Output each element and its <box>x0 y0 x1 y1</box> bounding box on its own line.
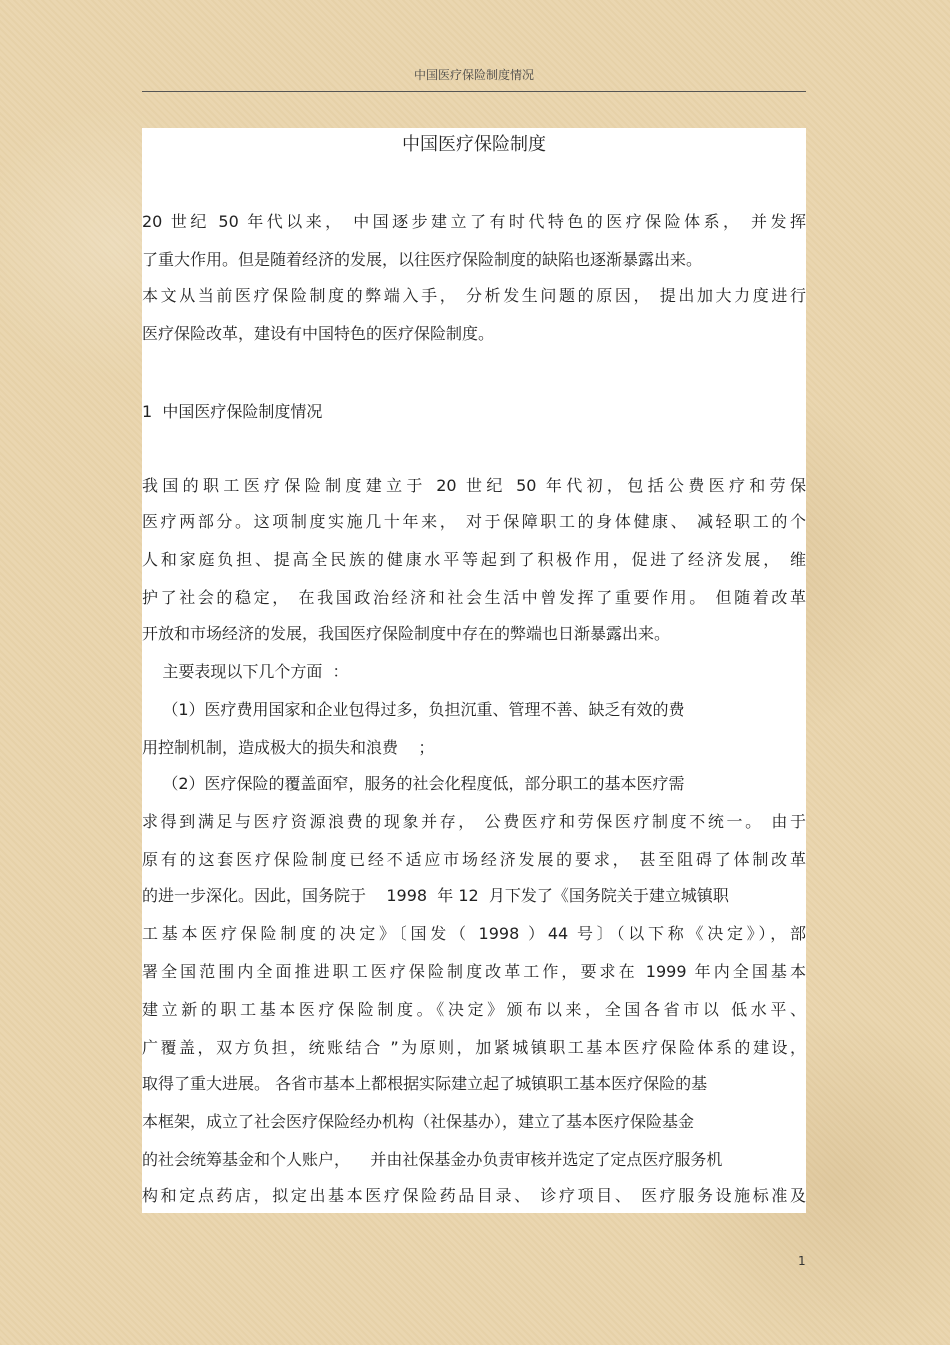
document-title: 中国医疗保险制度 <box>402 134 546 155</box>
page-number: 1 <box>798 1254 806 1268</box>
list-item-line: （2）医疗保险的覆盖面窄，服务的社会化程度低，部分职工的基本医疗需 <box>142 774 685 793</box>
paragraph-line: 的进一步深化。因此，国务院于 1998 年 12 月下发了《国务院关于建立城镇职 <box>142 886 729 905</box>
page-content <box>142 128 806 1213</box>
paragraph-line: 了重大作用。但是随着经济的发展，以往医疗保险制度的缺陷也逐渐暴露出来。 <box>142 250 703 269</box>
paragraph-line: 建立新的职工基本医疗保险制度。《决定》颁布以来，全国各省市以 低水平、 <box>142 1000 806 1019</box>
paragraph-line: 原有的这套医疗保险制度已经不适应市场经济发展的要求， 甚至阻碍了体制改革 <box>142 850 806 869</box>
paragraph-line: 20 世纪 50 年代以来， 中国逐步建立了有时代特色的医疗保险体系， 并发挥 <box>142 212 806 231</box>
paragraph-line: 本文从当前医疗保险制度的弊端入手， 分析发生问题的原因， 提出加大力度进行 <box>142 286 806 305</box>
paragraph-line: 主要表现以下几个方面 ： <box>142 662 349 681</box>
running-header: 中国医疗保险制度情况 <box>413 68 534 82</box>
paragraph-line: 我国的职工医疗保险制度建立于 20 世纪 50 年代初，包括公费医疗和劳保 <box>142 476 806 495</box>
list-item-line: 用控制机制，造成极大的损失和浪费 ； <box>142 738 435 757</box>
paragraph-line: 署全国范围内全面推进职工医疗保险制度改革工作，要求在 1999 年内全国基本 <box>142 962 806 981</box>
paragraph-line: 的社会统筹基金和个人账户， 并由社保基金办负责审核并选定了定点医疗服务机 <box>142 1150 723 1169</box>
paragraph-line: 取得了重大进展。 各省市基本上都根据实际建立起了城镇职工基本医疗保险的基 <box>142 1074 708 1093</box>
paragraph-line: 医疗两部分。这项制度实施几十年来， 对于保障职工的身体健康、 减轻职工的个 <box>142 512 806 531</box>
paragraph-line: 广覆盖，双方负担，统账结合 ”为原则，加紧城镇职工基本医疗保险体系的建设， <box>142 1038 806 1057</box>
header-divider <box>142 91 806 92</box>
paragraph-line: 开放和市场经济的发展，我国医疗保险制度中存在的弊端也日渐暴露出来。 <box>142 624 671 643</box>
paragraph-line: 构和定点药店，拟定出基本医疗保险药品目录、 诊疗项目、 医疗服务设施标准及 <box>142 1186 806 1205</box>
paragraph-line: 本框架，成立了社会医疗保险经办机构（社保基办），建立了基本医疗保险基金 <box>142 1112 695 1131</box>
paragraph-line: 人和家庭负担、提高全民族的健康水平等起到了积极作用，促进了经济发展， 维 <box>142 550 806 569</box>
paragraph-line: 求得到满足与医疗资源浪费的现象并存， 公费医疗和劳保医疗制度不统一。 由于 <box>142 812 806 831</box>
section-heading: 1 中国医疗保险制度情况 <box>142 402 323 421</box>
paragraph-line: 护了社会的稳定， 在我国政治经济和社会生活中曾发挥了重要作用。 但随着改革 <box>142 588 806 607</box>
paragraph-line: 工基本医疗保险制度的决定》〔国发（ 1998 ）44 号〕（以下称《决定》），部 <box>142 924 806 943</box>
list-item-line: （1）医疗费用国家和企业包得过多，负担沉重、管理不善、缺乏有效的费 <box>142 700 685 719</box>
paragraph-line: 医疗保险改革，建设有中国特色的医疗保险制度。 <box>142 324 495 343</box>
